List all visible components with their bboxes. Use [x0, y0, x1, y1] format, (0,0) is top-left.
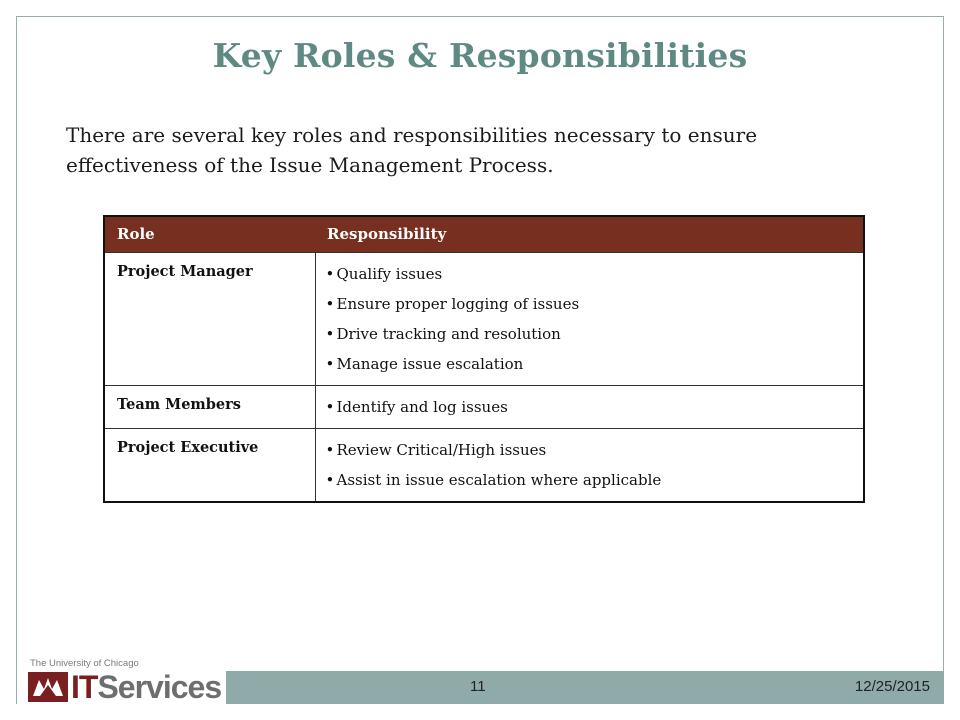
- table-row: [104, 428, 864, 502]
- footer-bar: [226, 671, 944, 704]
- role-cell: Project Manager: [104, 252, 315, 385]
- roles-table: [103, 215, 865, 503]
- responsibility-cell: [315, 428, 864, 502]
- logo-it-text: IT: [71, 669, 98, 705]
- role-cell: Project Executive: [104, 428, 315, 502]
- list-item: • Qualify issues: [326, 259, 854, 289]
- uchicago-phoenix-logo-icon: [28, 672, 68, 702]
- responsibility-cell: [315, 252, 864, 385]
- header-responsibility: Responsibility: [315, 216, 864, 252]
- it-services-logo: [28, 658, 228, 704]
- logo-services-text: Services: [97, 669, 222, 705]
- responsibility-list: [326, 392, 854, 422]
- logo-university-text: The University of Chicago: [30, 658, 139, 669]
- list-item: • Manage issue escalation: [326, 349, 854, 379]
- table-header-row: [104, 216, 864, 252]
- page-number: 11: [470, 678, 486, 695]
- intro-paragraph: There are several key roles and responsibilities necessary to ensure effectiveness of the Issue Management Process.: [66, 123, 758, 177]
- slide-title: Key Roles & Responsibilities: [212, 36, 748, 75]
- header-role: Role: [104, 216, 315, 252]
- list-item: • Ensure proper logging of issues: [326, 289, 854, 319]
- role-cell: Team Members: [104, 385, 315, 428]
- logo-wordmark: [28, 670, 221, 704]
- table-row: [104, 385, 864, 428]
- slide-date: 12/25/2015: [854, 678, 930, 695]
- responsibility-list: [326, 259, 854, 379]
- list-item: • Assist in issue escalation where applicable: [326, 465, 854, 495]
- list-item: • Review Critical/High issues: [326, 435, 854, 465]
- responsibility-list: [326, 435, 854, 495]
- list-item: • Drive tracking and resolution: [326, 319, 854, 349]
- table-row: [104, 252, 864, 385]
- responsibility-cell: [315, 385, 864, 428]
- list-item: • Identify and log issues: [326, 392, 854, 422]
